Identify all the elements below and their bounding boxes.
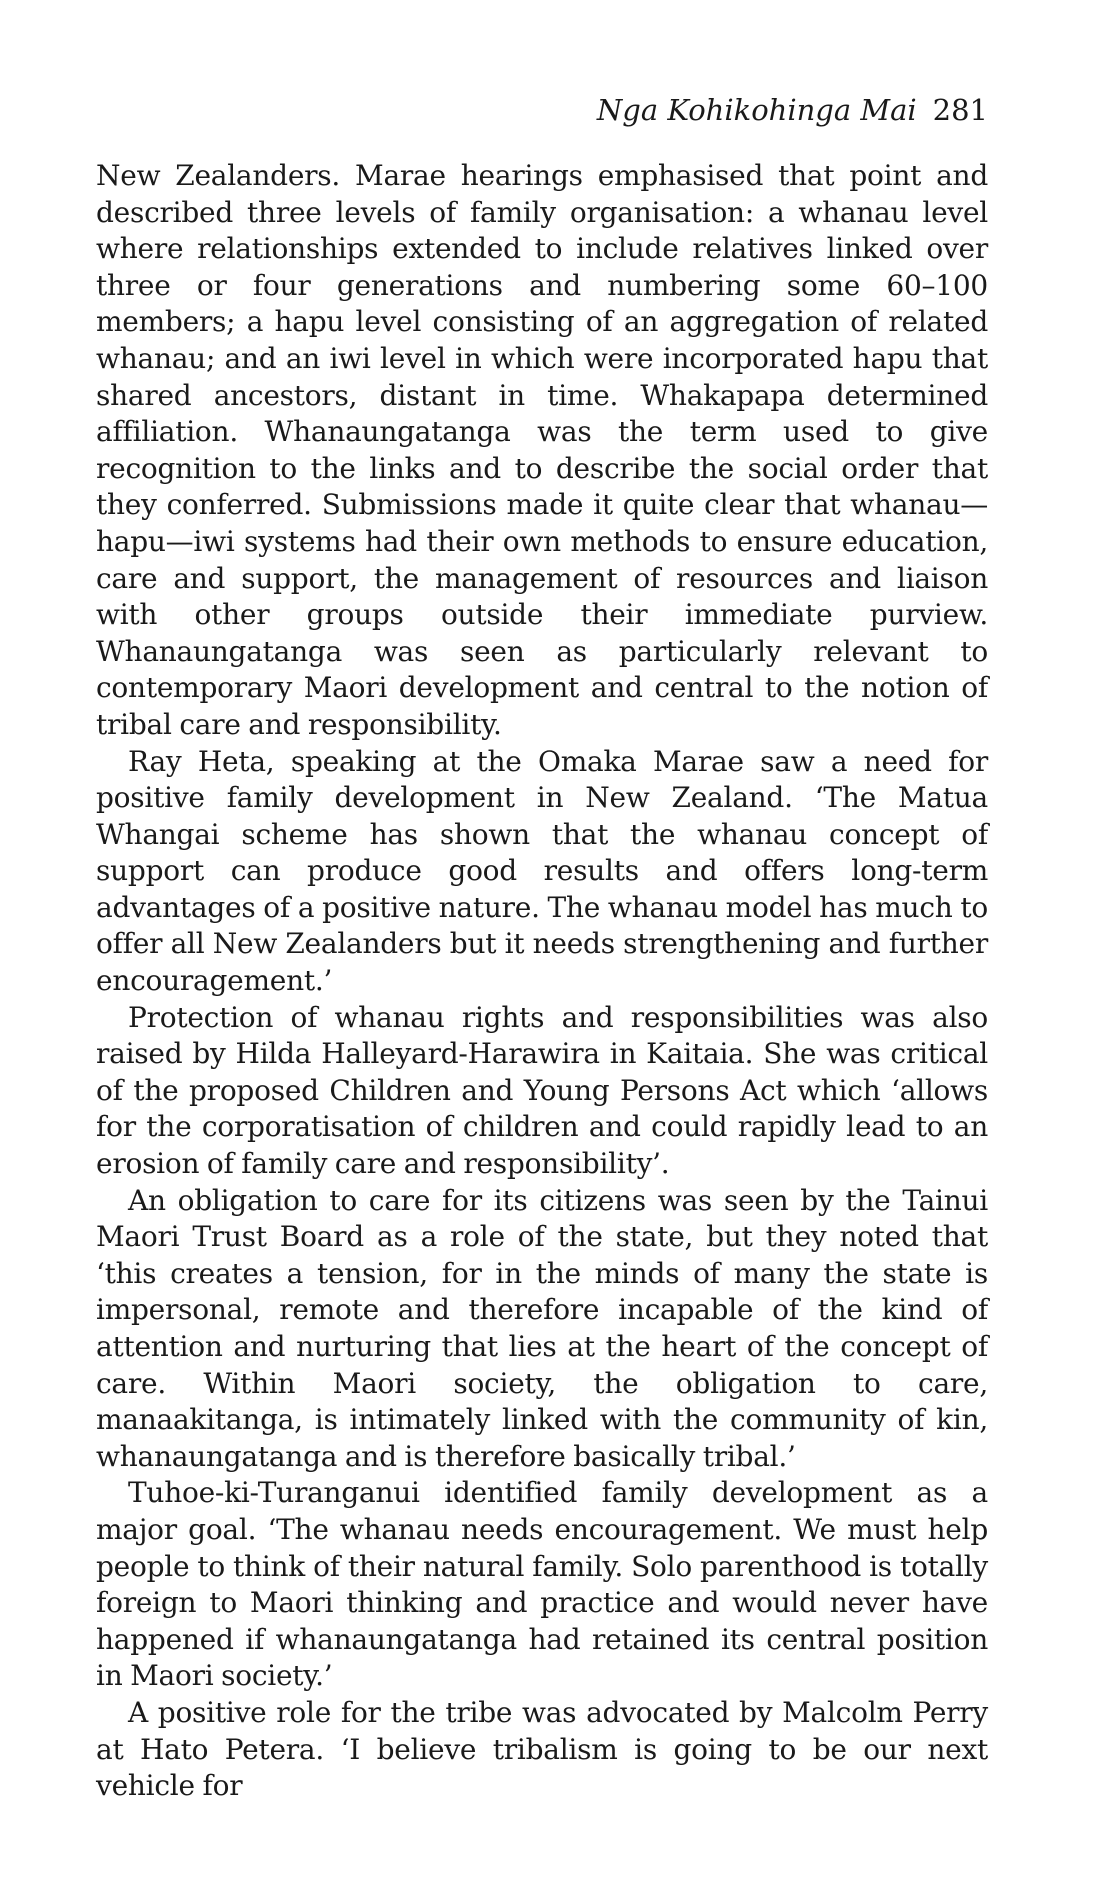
body-text [96, 158, 988, 1805]
paragraph-ray-heta: Ray Heta, speaking at the Omaka Marae saw a need for positive family development in New Zealand. ‘The Matua Whangai scheme has shown that the whanau concept of support can produce good results and offers long-term advantages of a positive nature. The whanau model has much to offer all New Zealanders but it needs strengthening and further encouragement.’ [96, 744, 988, 998]
page-number: 281 [932, 93, 988, 127]
running-head [96, 92, 988, 128]
running-head-title: Nga Kohikohinga Mai [596, 93, 917, 127]
paragraph-malcolm-perry: A positive role for the tribe was advocated by Malcolm Perry at Hato Petera. ‘I believe tribalism is going to be our next vehicle for [96, 1695, 988, 1803]
paragraph-tuhoe-ki-turanganui: Tuhoe-ki-Turanganui identified family development as a major goal. ‘The whanau needs encouragement. We must help people to think of their natural family. Solo parenthood is totally foreign to Maori thinking and practice and would never have happened if whanaungatanga had retained its central position in Maori society.’ [96, 1476, 988, 1693]
paragraph-continued: New Zealanders. Marae hearings emphasised that point and described three levels of family organisation: a whanau level where relationships extended to include relatives linked over three or four generations and numbering some 60–100 members; a hapu level consisting of an aggregation of related whanau; and an iwi level in which were incorporated hapu that shared ancestors, distant in time. Whakapapa determined affiliation. Whanaungatanga was the term used to give recognition to the links and to describe the social order that they conferred. Submissions made it quite clear that whanau—hapu—iwi systems had their own methods to ensure education, care and support, the management of resources and liaison with other groups outside their immediate purview. Whanaungatanga was seen as particularly relevant to contemporary Maori development and central to the notion of tribal care and responsibility. [96, 159, 988, 741]
paragraph-hilda-halleyard-harawira: Protection of whanau rights and responsibilities was also raised by Hilda Halleyard-Harawira in Kaitaia. She was critical of the proposed Children and Young Persons Act which ‘allows for the corporatisation of children and could rapidly lead to an erosion of family care and responsibility’. [96, 1000, 988, 1181]
paragraph-tainui-trust-board: An obligation to care for its citizens was seen by the Tainui Maori Trust Board as a role of the state, but they noted that ‘this creates a tension, for in the minds of many the state is impersonal, remote and therefore incapable of the kind of attention and nurturing that lies at the heart of the concept of care. Within Maori society, the obligation to care, manaakitanga, is intimately linked with the community of kin, whanaungatanga and is therefore basically tribal.’ [96, 1183, 988, 1473]
